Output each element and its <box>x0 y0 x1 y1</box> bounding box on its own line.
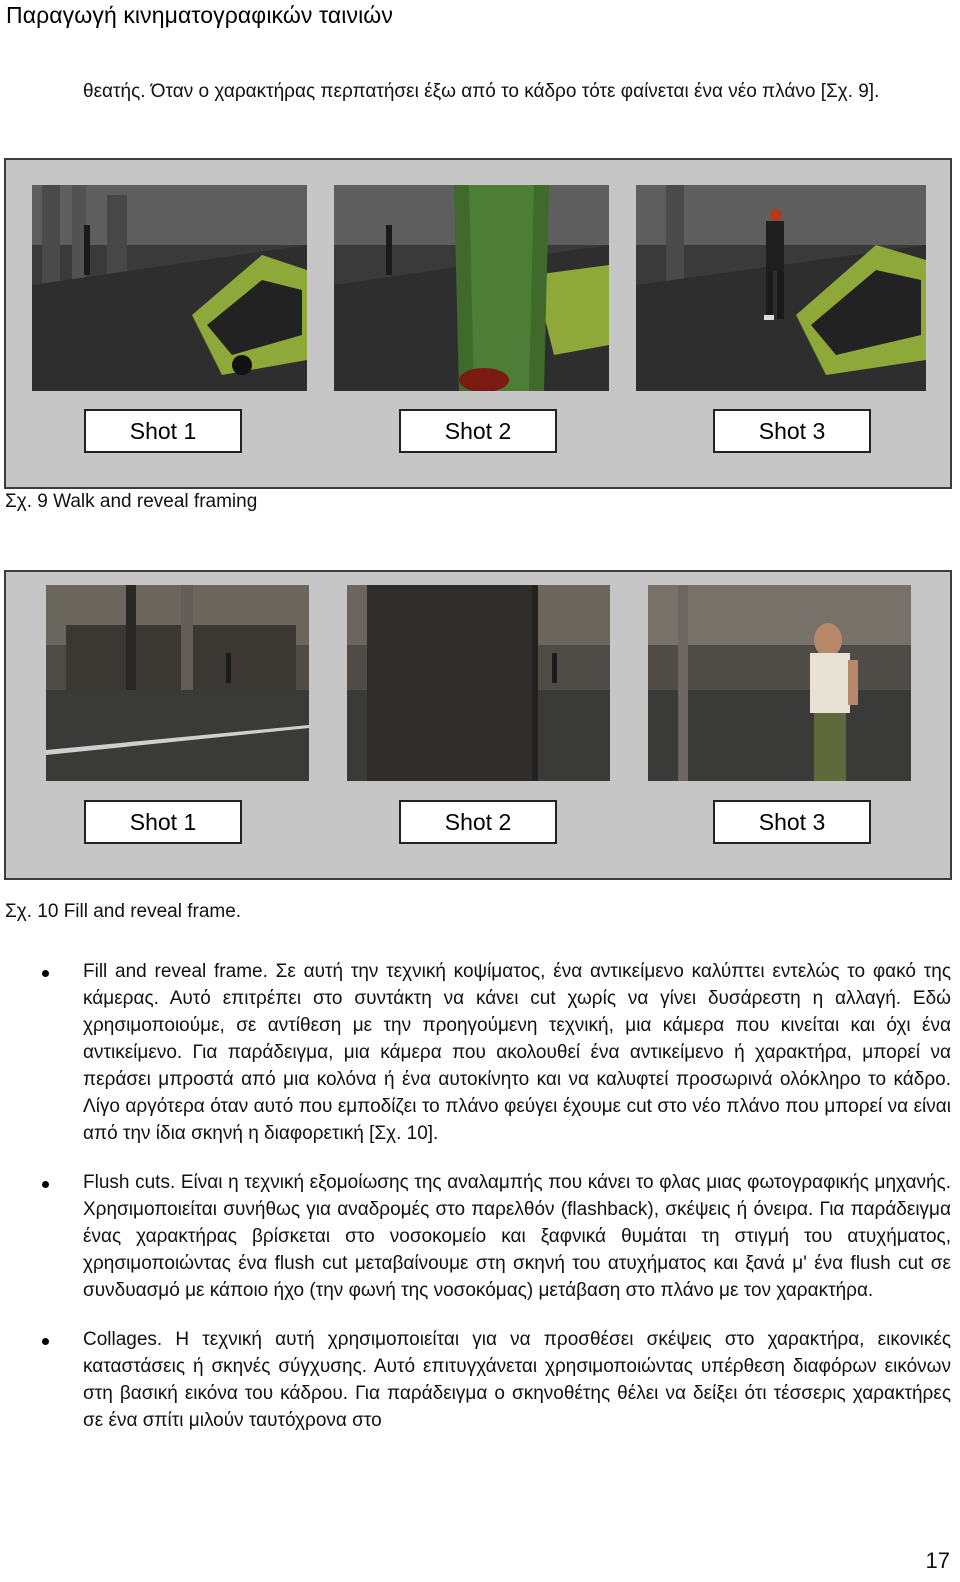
page-number: 17 <box>925 1548 950 1573</box>
list-item-collages <box>0 1326 951 1434</box>
figure-10-shot-2-image <box>347 585 610 781</box>
bullet-icon <box>42 1181 49 1188</box>
list-item-flush-cuts <box>0 1169 951 1304</box>
figure-10-shot-1-label: Shot 1 <box>84 800 242 844</box>
figure-10-shot-3-label: Shot 3 <box>713 800 871 844</box>
figure-9-shot-1-label: Shot 1 <box>84 409 242 453</box>
bullet-icon <box>42 970 49 977</box>
figure-9-shot-3-label: Shot 3 <box>713 409 871 453</box>
figure-9-panel <box>4 158 952 489</box>
list-item-text: Fill and reveal frame. Σε αυτή την τεχνική κοψίματος, ένα αντικείμενο καλύπτει εντελώς το φακό της κάμερας. Αυτό επιτρέπει στο συντάκτη να κάνει cut χωρίς να γίνει δυσάρεστη η αλλαγή. Εδώ χρησιμοποιούμε, σε αντίθεση με την προηγούμενη τεχνική, μια κάμερα που κινείται και όχι ένα αντικείμενο. Για παράδειγμα, μια κάμερα που ακολουθεί ένα αντικείμενο ή χαρακτήρα, μπορεί να περάσει μπροστά από μια κολόνα ή ένα αυτοκίνητο και να καλυφτεί προσωρινά ολόκληρο το κάδρο. Λίγο αργότερα όταν αυτό που εμποδίζει το πλάνο φεύγει έχουμε cut στο νέο πλάνο που μπορεί να είναι από την ίδια σκηνή η διαφορετική [Σχ. 10]. <box>83 961 951 1144</box>
figure-9-shot-2-label: Shot 2 <box>399 409 557 453</box>
list-item-text: Collages. Η τεχνική αυτή χρησιμοποιείται για να προσθέσει σκέψεις στο χαρακτήρα, εικονικές καταστάσεις ή σκηνές σύγχυσης. Αυτό επιτυγχάνεται χρησιμοποιώντας υπέρθεση διαφόρων εικόνων στη βασική εικόνα του κάδρου. Για παράδειγμα ο σκηνοθέτης θέλει να δείξει ότι τέσσερις χαρακτήρες σε ένα σπίτι μιλούν ταυτόχρονα στο <box>83 1329 951 1431</box>
running-header: Παραγωγή κινηματογραφικών ταινιών <box>6 2 393 28</box>
figure-9-shot-1-image <box>32 185 307 391</box>
figure-10-shot-3-image <box>648 585 911 781</box>
figure-9-caption: Σχ. 9 Walk and reveal framing <box>5 491 258 512</box>
list-item-text: Flush cuts. Είναι η τεχνική εξομοίωσης της αναλαμπής που κάνει το φλας μιας φωτογραφικής μηχανής. Χρησιμοποιείται συνήθως για αναδρομές στο παρελθόν (flashback), σκέψεις ή όνειρα. Για παράδειγμα ένας χαρακτήρας βρίσκεται στο νοσοκομείο και ξαφνικά θυμάται τη στιγμή του ατυχήματος, χρησιμοποιώντας ένα flush cut μεταβαίνουμε στη σκηνή του ατυχήματος και ξανά μ' ένα flush cut σε συνδυασμό με κάποιο ήχο (την φωνή της νοσοκόμας) μετάβαση στο πλάνο με τον χαρακτήρα. <box>83 1172 951 1301</box>
technique-list <box>0 958 960 1456</box>
figure-10-panel <box>4 570 952 880</box>
figure-9-shot-3-image <box>636 185 926 391</box>
figure-10-shot-1-image <box>46 585 309 781</box>
figure-10-caption: Σχ. 10 Fill and reveal frame. <box>5 901 242 922</box>
intro-paragraph: θεατής. Όταν ο χαρακτήρας περπατήσει έξω από το κάδρο τότε φαίνεται ένα νέο πλάνο [Σχ. 9]. <box>83 81 880 102</box>
figure-9-shot-2-image <box>334 185 609 391</box>
bullet-icon <box>42 1338 49 1345</box>
list-item-fill-and-reveal <box>0 958 951 1147</box>
figure-10-shot-2-label: Shot 2 <box>399 800 557 844</box>
